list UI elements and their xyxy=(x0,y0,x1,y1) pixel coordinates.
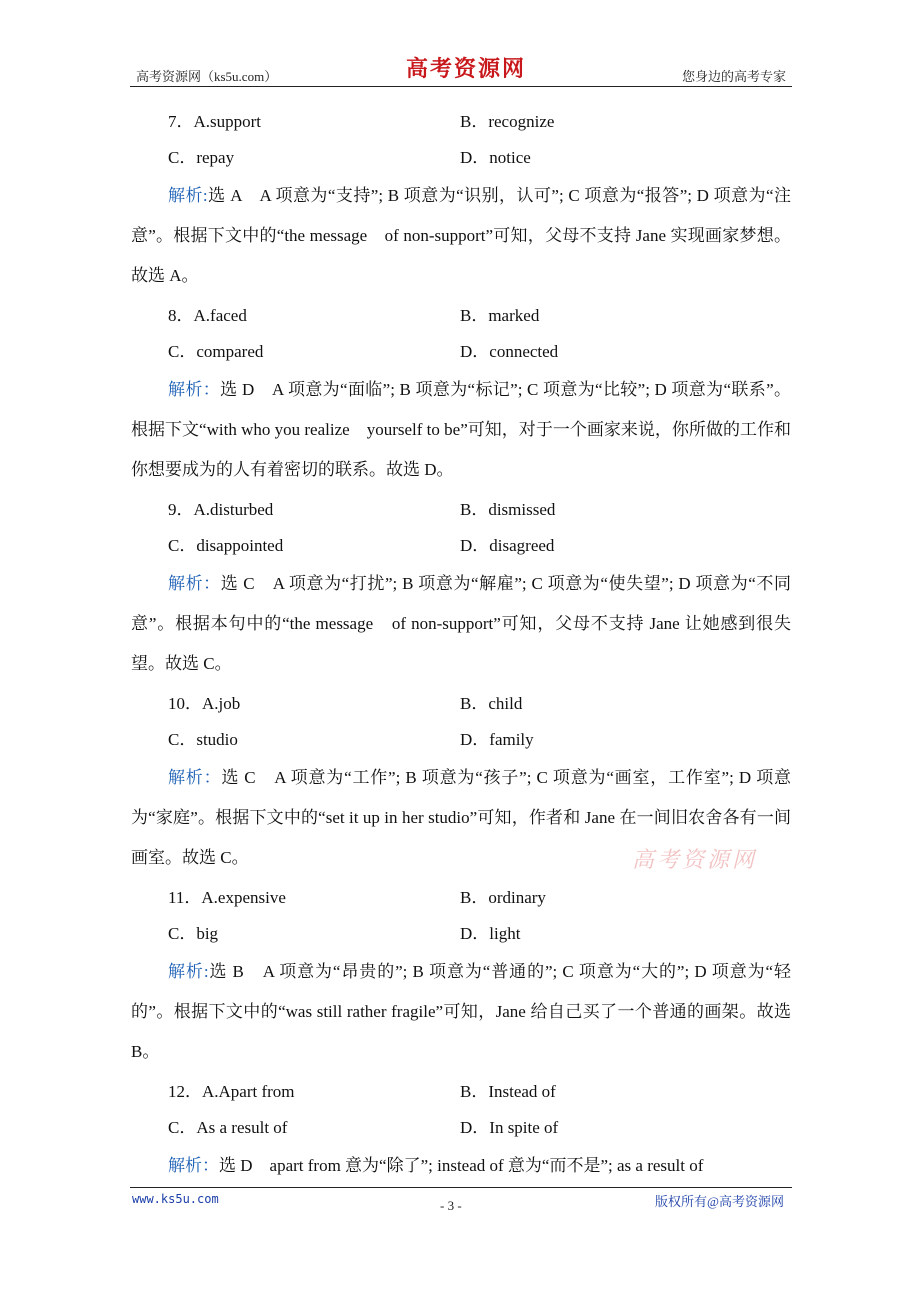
option-b: B．ordinary xyxy=(460,888,546,907)
explanation-label: 解析： xyxy=(168,1156,219,1175)
question-7 xyxy=(131,104,791,296)
question-8 xyxy=(131,298,791,490)
option-c: C．repay xyxy=(168,148,235,167)
options-row xyxy=(131,1074,791,1110)
explanation-text: 选 D A 项意为“面临”; B 项意为“标记”; C 项意为“比较”; D 项意为“联系”。根据下文“with who you realize yourself to be”可知，对于一个画家来说，你所做的工作和你想要成为的人有着密切的联系。故选 D。 xyxy=(131,380,792,479)
explanation xyxy=(131,370,791,490)
option-d: D．family xyxy=(460,730,534,749)
explanation xyxy=(131,952,791,1072)
page-number: - 3 - xyxy=(440,1198,462,1213)
option-c: C．disappointed xyxy=(168,536,284,555)
options-row xyxy=(131,104,791,140)
option-c: C．studio xyxy=(168,730,238,749)
options-row xyxy=(131,916,791,952)
header-slogan: 您身边的高考专家 xyxy=(681,69,786,84)
option-a: 9．A.disturbed xyxy=(168,500,274,519)
question-11 xyxy=(131,880,791,1072)
option-c: C．As a result of xyxy=(168,1118,288,1137)
options-row xyxy=(131,140,791,176)
options-row xyxy=(131,334,791,370)
footer-url-link[interactable]: www.ks5u.com xyxy=(132,1192,219,1206)
option-a: 11．A.expensive xyxy=(168,888,286,907)
options-row xyxy=(131,492,791,528)
explanation-text: 选 B A 项意为“昂贵的”; B 项意为“普通的”; C 项意为“大的”; D 项意为“轻的”。根据下文中的“was still rather fragile”可知，Jane 给自己买了一个普通的画架。故选 B。 xyxy=(131,962,791,1061)
options-row xyxy=(131,298,791,334)
option-b: B．marked xyxy=(460,306,540,325)
document-body xyxy=(131,104,791,1188)
options-row xyxy=(131,528,791,564)
explanation-text: 选 C A 项意为“工作”; B 项意为“孩子”; C 项意为“画室，工作室”; D 项意为“家庭”。根据下文中的“set it up in her studio”可知，作者和 Jane 在一间旧农舍各有一间画室。故选 C。 xyxy=(131,768,792,867)
options-row xyxy=(131,686,791,722)
options-row xyxy=(131,722,791,758)
explanation xyxy=(131,564,791,684)
option-a: 12．A.Apart from xyxy=(168,1082,295,1101)
watermark: 高考资源网 xyxy=(632,848,758,873)
options-row xyxy=(131,880,791,916)
option-d: D．disagreed xyxy=(460,536,555,555)
option-b: B．child xyxy=(460,694,523,713)
header-site-name: 高考资源网（ks5u.com） xyxy=(136,69,278,84)
option-c: C．compared xyxy=(168,342,264,361)
option-b: B．dismissed xyxy=(460,500,556,519)
explanation-label: 解析: xyxy=(168,186,208,205)
option-d: D．light xyxy=(460,924,521,943)
footer-copyright: 版权所有@高考资源网 xyxy=(655,1194,784,1209)
explanation-label: 解析: xyxy=(168,962,209,981)
explanation xyxy=(131,1146,791,1186)
header-logo[interactable]: 高考资源网 xyxy=(406,56,527,82)
explanation-text: 选 C A 项意为“打扰”; B 项意为“解雇”; C 项意为“使失望”; D 项意为“不同意”。根据本句中的“the message of non-support”可知，父母不支持 Jane 让她感到很失望。故选 C。 xyxy=(131,574,792,673)
explanation-text: 选 D apart from 意为“除了”; instead of 意为“而不是”; as a result of xyxy=(219,1156,704,1175)
options-row xyxy=(131,1110,791,1146)
explanation xyxy=(131,176,791,296)
option-d: D．connected xyxy=(460,342,559,361)
explanation-label: 解析： xyxy=(168,574,221,593)
option-d: D．notice xyxy=(460,148,531,167)
explanation-label: 解析： xyxy=(168,380,221,399)
question-9 xyxy=(131,492,791,684)
option-b: B．recognize xyxy=(460,112,555,131)
explanation-text: 选 A A 项意为“支持”; B 项意为“识别，认可”; C 项意为“报答”; D 项意为“注意”。根据下文中的“the message of non-support”可知，父母不支持 Jane 实现画家梦想。故选 A。 xyxy=(131,186,791,285)
option-a: 8．A.faced xyxy=(168,306,247,325)
page-header xyxy=(130,52,792,87)
option-d: D．In spite of xyxy=(460,1118,559,1137)
question-12 xyxy=(131,1074,791,1186)
page-footer xyxy=(130,1187,792,1228)
option-a: 7．A.support xyxy=(168,112,262,131)
option-c: C．big xyxy=(168,924,219,943)
option-a: 10．A.job xyxy=(168,694,241,713)
option-b: B．Instead of xyxy=(460,1082,556,1101)
explanation-label: 解析： xyxy=(168,768,222,787)
